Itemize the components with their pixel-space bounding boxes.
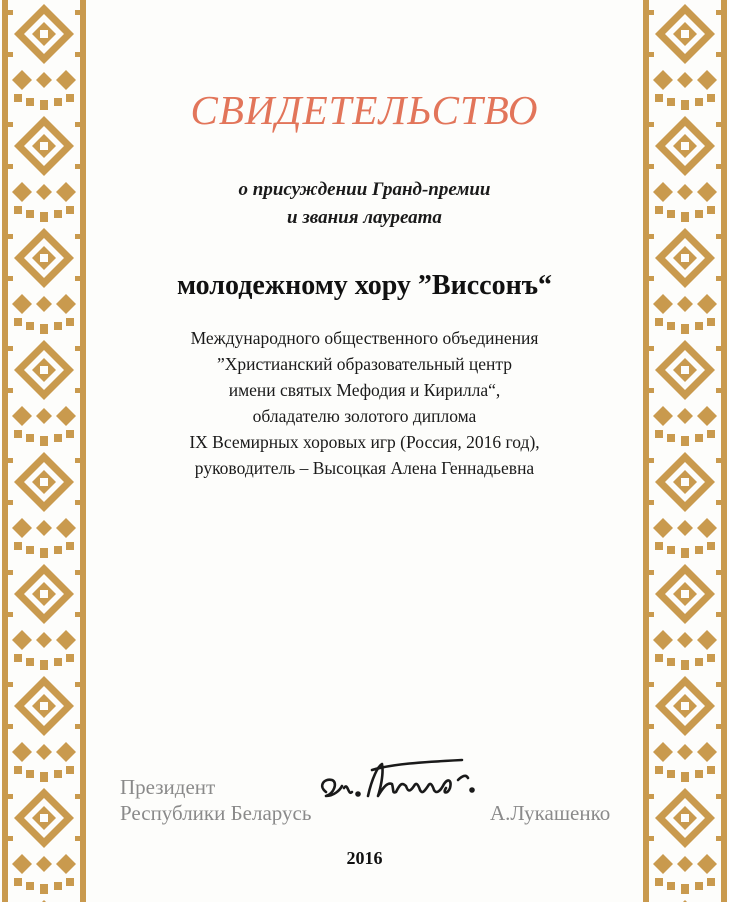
body-line: Международного общественного объединения [190,328,539,348]
ornament-border-right [641,0,729,902]
certificate-year: 2016 [346,848,383,868]
body-line: имени святых Мефодия и Кирилла“, [228,380,501,400]
subtitle-line: о присуждении Гранд-премии [238,179,491,200]
handwritten-signature-icon [312,752,492,812]
certificate-content [100,0,629,902]
signatory-title [120,774,311,826]
body-line: IX Всемирных хоровых игр (Россия, 2016 год), [189,432,540,452]
certificate-title: СВИДЕТЕЛЬСТВО [190,87,539,133]
signatory-title-line: Президент [120,775,216,799]
subtitle-line: и звания лауреата [287,207,442,228]
signatory-name: А.Лукашенко [490,801,611,825]
body-line: ”Христианский образовательный центр [217,354,512,374]
certificate-subtitle [100,176,629,232]
body-line: обладателю золотого диплома [252,406,477,426]
certificate-body [100,325,629,481]
ornament-border-left [0,0,88,902]
body-line: руководитель – Высоцкая Алена Геннадьевна [194,458,535,478]
signatory-title-line: Республики Беларусь [120,801,312,825]
recipient-name: молодежному хору ”Виссонъ“ [176,270,553,301]
